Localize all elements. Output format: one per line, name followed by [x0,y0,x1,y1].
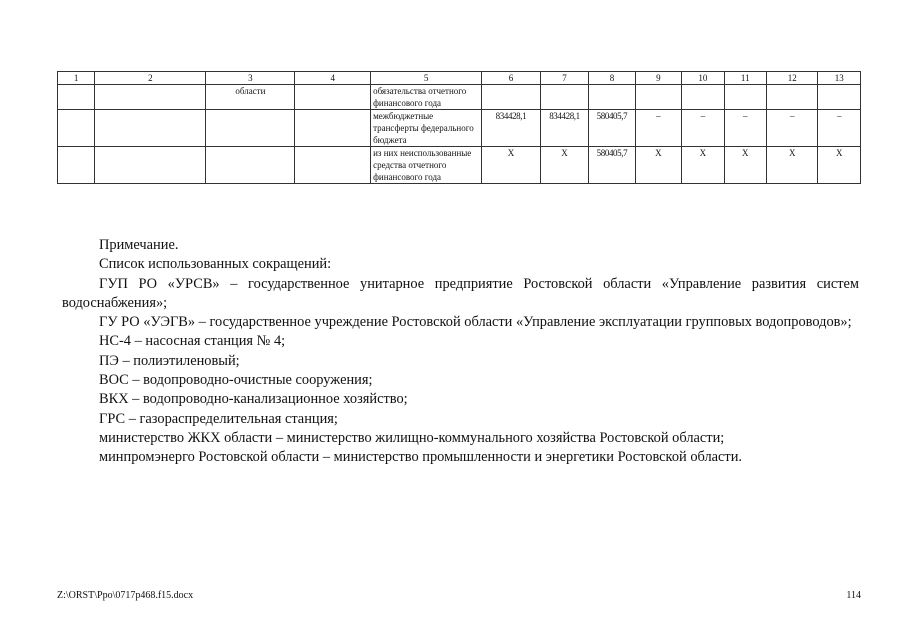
notes-title: Примечание. [99,237,179,253]
table-header-row [58,72,861,85]
table-cell: Х [682,147,724,184]
column-number: 2 [95,72,206,85]
table-cell [635,85,681,110]
table-cell [295,147,371,184]
column-number: 6 [482,72,541,85]
table-cell [58,85,95,110]
table-cell: Х [540,147,588,184]
table-cell: – [766,110,818,147]
column-number: 5 [371,72,482,85]
abbreviations-heading: Список использованных сокращений: [99,256,332,273]
abbreviation-item: ВКХ – водопроводно-канализационное хозяйство; [99,391,408,408]
table-cell [589,85,635,110]
table-cell [58,110,95,147]
table-cell: Х [818,147,861,184]
column-number: 13 [818,72,861,85]
column-number: 7 [540,72,588,85]
column-number: 10 [682,72,724,85]
abbreviation-item: ВОС – водопроводно-очистные сооружения; [99,372,373,389]
table-cell [482,85,541,110]
table-cell: 834428,1 [540,110,588,147]
abbreviation-item: ГУ РО «УЭГВ» – государственное учреждение Ростовской области «Управление эксплуатации групповых водопроводов»; [99,314,852,331]
footer-file-path: Z:\ORST\Ppo\0717p468.f15.docx [57,590,194,601]
table-cell: Х [724,147,766,184]
table-cell: 834428,1 [482,110,541,147]
table-cell: Х [482,147,541,184]
table-cell: Х [635,147,681,184]
table-row [58,147,861,184]
column-number: 9 [635,72,681,85]
table-cell [95,147,206,184]
column-number: 12 [766,72,818,85]
table-cell: из них неиспользованные средства отчетного финансового года [371,147,482,184]
table-cell [95,85,206,110]
table-cell: 580405,7 [589,147,635,184]
table-cell: обязательства отчетного финансового года [371,85,482,110]
budget-table [57,71,861,184]
table-cell [206,110,295,147]
column-number: 4 [295,72,371,85]
table-cell [540,85,588,110]
table-row [58,85,861,110]
table-cell [682,85,724,110]
table-cell: – [682,110,724,147]
table-row [58,110,861,147]
table-cell: области [206,85,295,110]
abbreviation-item: минпромэнерго Ростовской области – министерство промышленности и энергетики Ростовской области. [99,449,743,466]
table-cell [295,85,371,110]
abbreviation-item: ПЭ – полиэтиленовый; [99,352,240,369]
table-cell [724,85,766,110]
page-number: 114 [846,590,861,601]
column-number: 3 [206,72,295,85]
table-cell [766,85,818,110]
abbreviation-item: НС-4 – насосная станция № 4; [99,333,286,350]
table-cell: Х [766,147,818,184]
notes-section [62,236,859,468]
table-cell: 580405,7 [589,110,635,147]
column-number: 1 [58,72,95,85]
table-cell: межбюджетные трансферты федерального бюджета [371,110,482,147]
table-cell [58,147,95,184]
abbreviation-item: ГУП РО «УРСВ» – государственное унитарное предприятие Ростовской области «Управление развития систем водоснабжения»; [62,275,859,311]
abbreviation-item: министерство ЖКХ области – министерство жилищно-коммунального хозяйства Ростовской области; [99,429,725,446]
abbreviation-item: ГРС – газораспределительная станция; [99,410,338,427]
table-cell [295,110,371,147]
table-cell: – [818,110,861,147]
column-number: 11 [724,72,766,85]
table-cell [818,85,861,110]
table-cell [206,147,295,184]
table-cell [95,110,206,147]
table-cell: – [635,110,681,147]
column-number: 8 [589,72,635,85]
table-cell: – [724,110,766,147]
